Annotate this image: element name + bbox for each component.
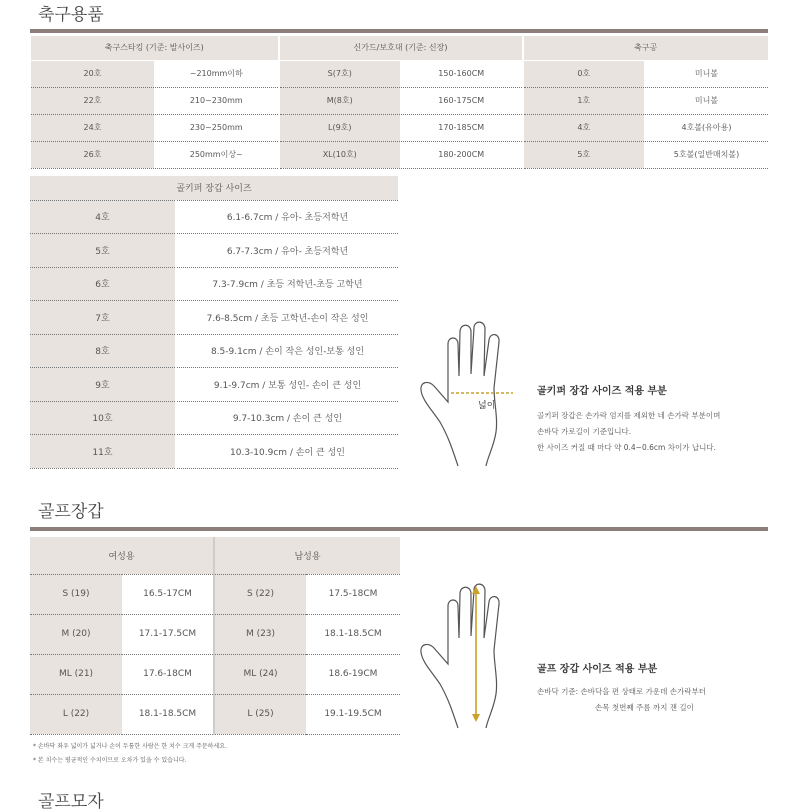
table-cell: 8호	[30, 334, 176, 368]
goalkeeper-info-line: 한 사이즈 커질 때 마다 약 0.4~0.6cm 차이가 납니다.	[537, 443, 716, 452]
golf-note: * 본 치수는 평균적인 수치이므로 오차가 있을 수 있습니다.	[33, 757, 187, 764]
table-cell: 6.1-6.7cm / 유아- 초등저학년	[176, 200, 398, 234]
table-cell: 210~230mm	[155, 87, 279, 114]
table-cell: 18.1-18.5CM	[122, 694, 214, 734]
golf-note: * 손바닥 좌우 넓이가 넓거나 손이 두툼한 사람은 한 치수 크게 주문하세요.	[33, 743, 227, 750]
table-cell: ML (24)	[214, 654, 306, 694]
soccer-section-title: 축구용품	[38, 5, 104, 25]
table-row	[31, 114, 769, 141]
table-cell: 18.6-19CM	[306, 654, 400, 694]
table-cell: 17.5-18CM	[306, 574, 400, 614]
golf-title-rule	[30, 527, 768, 531]
table-cell: 17.6-18CM	[122, 654, 214, 694]
table-cell: 16.5-17CM	[122, 574, 214, 614]
table-cell: L (22)	[30, 694, 122, 734]
table-row	[30, 401, 398, 435]
golf-info-line: 손바닥 기준: 손바닥을 편 상태로 가운데 손가락부터	[537, 687, 706, 696]
table-cell: M(8호)	[279, 87, 401, 114]
golf-info-text	[537, 684, 706, 716]
table-cell: 10호	[30, 401, 176, 435]
next-section-title: 골프모자	[38, 792, 104, 812]
table-cell: 18.1-18.5CM	[306, 614, 400, 654]
table-cell: 20호	[31, 60, 155, 87]
table-cell: M (20)	[30, 614, 122, 654]
table-cell: 10.3-10.9cm / 손이 큰 성인	[176, 435, 398, 469]
table-row	[30, 694, 400, 734]
hand-length-illustration	[418, 580, 526, 730]
goalkeeper-info-line: 손바닥 가로길이 기준입니다.	[537, 427, 632, 436]
table-cell: 5호	[523, 141, 645, 168]
table-cell: 6호	[30, 267, 176, 301]
table-cell: M (23)	[214, 614, 306, 654]
golf-size-table	[30, 537, 400, 735]
table-cell: 22호	[31, 87, 155, 114]
table-cell: 0호	[523, 60, 645, 87]
table-cell: 26호	[31, 141, 155, 168]
table-row	[30, 574, 400, 614]
table-row	[30, 614, 400, 654]
table-cell: 250mm이상~	[155, 141, 279, 168]
golf-men-header: 남성용	[214, 537, 400, 574]
table-cell: 4호볼(유아용)	[645, 114, 769, 141]
goalkeeper-size-table	[30, 176, 398, 469]
shinguard-header: 신가드/보호대 (기준: 신장)	[279, 36, 523, 60]
table-row	[31, 60, 769, 87]
table-cell: 9.7-10.3cm / 손이 큰 성인	[176, 401, 398, 435]
goalkeeper-info-text	[537, 408, 720, 456]
table-row	[30, 200, 398, 234]
table-row	[31, 141, 769, 168]
ball-header: 축구공	[523, 36, 769, 60]
table-row	[30, 234, 398, 268]
table-cell: ~210mm이하	[155, 60, 279, 87]
table-row	[30, 334, 398, 368]
table-cell: 180-200CM	[401, 141, 523, 168]
table-cell: 미니볼	[645, 87, 769, 114]
stocking-header: 축구스타킹 (기준: 발사이즈)	[31, 36, 279, 60]
table-cell: 5호	[30, 234, 176, 268]
table-row	[30, 267, 398, 301]
table-cell: S (19)	[30, 574, 122, 614]
golf-info-line: 손목 첫번째 주름 까지 잰 길이	[595, 703, 694, 712]
table-cell: 230~250mm	[155, 114, 279, 141]
soccer-size-table	[30, 36, 768, 169]
golf-section-title: 골프장갑	[38, 502, 104, 522]
golf-women-header: 여성용	[30, 537, 214, 574]
table-cell: 4호	[30, 200, 176, 234]
table-row	[30, 368, 398, 402]
table-cell: 6.7-7.3cm / 유아- 초등저학년	[176, 234, 398, 268]
table-cell: 7.3-7.9cm / 초등 저학년-초등 고학년	[176, 267, 398, 301]
table-cell: 9호	[30, 368, 176, 402]
table-cell: L (25)	[214, 694, 306, 734]
table-cell: 8.5-9.1cm / 손이 작은 성인-보통 성인	[176, 334, 398, 368]
soccer-title-rule	[30, 29, 768, 33]
table-cell: 미니볼	[645, 60, 769, 87]
table-cell: 4호	[523, 114, 645, 141]
table-cell: 19.1-19.5CM	[306, 694, 400, 734]
table-cell: 7호	[30, 301, 176, 335]
table-cell: 1호	[523, 87, 645, 114]
table-cell: 11호	[30, 435, 176, 469]
hand-width-label: 넓이	[478, 401, 496, 411]
table-row	[30, 301, 398, 335]
table-row	[30, 435, 398, 469]
table-cell: 24호	[31, 114, 155, 141]
table-cell: 150-160CM	[401, 60, 523, 87]
golf-info-title: 골프 장갑 사이즈 적용 부분	[537, 664, 658, 675]
table-cell: S (22)	[214, 574, 306, 614]
table-cell: 160-175CM	[401, 87, 523, 114]
table-cell: ML (21)	[30, 654, 122, 694]
goalkeeper-info-title: 골키퍼 장갑 사이즈 적용 부분	[537, 386, 667, 397]
table-cell: 170-185CM	[401, 114, 523, 141]
table-row	[30, 654, 400, 694]
table-cell: XL(10호)	[279, 141, 401, 168]
table-row	[31, 87, 769, 114]
table-cell: 9.1-9.7cm / 보통 성인- 손이 큰 성인	[176, 368, 398, 402]
table-cell: 5호볼(일반매치볼)	[645, 141, 769, 168]
goalkeeper-header: 골키퍼 장갑 사이즈	[30, 176, 398, 200]
hand-width-illustration	[418, 318, 526, 468]
goalkeeper-info-line: 골키퍼 장갑은 손가락 엄지를 제외한 네 손가락 부분이며	[537, 411, 721, 420]
table-cell: S(7호)	[279, 60, 401, 87]
table-cell: 17.1-17.5CM	[122, 614, 214, 654]
table-cell: 7.6-8.5cm / 초등 고학년-손이 작은 성인	[176, 301, 398, 335]
table-cell: L(9호)	[279, 114, 401, 141]
